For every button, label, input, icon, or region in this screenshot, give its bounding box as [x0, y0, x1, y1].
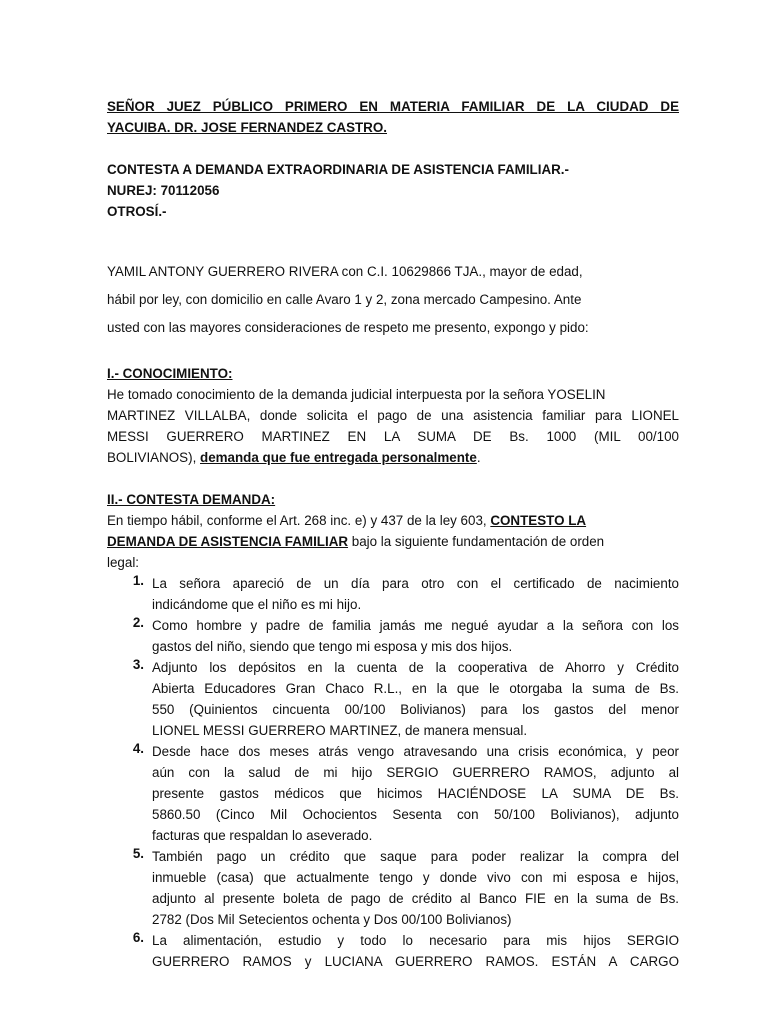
section-1-line-3: MESSI GUERRERO MARTINEZ EN LA SUMA DE Bs. 1000 (MIL 00/100	[107, 429, 679, 444]
list-item-line: GUERRERO RAMOS y LUCIANA GUERRERO RAMOS. ESTÁN A CARGO	[152, 954, 679, 969]
subject-title: CONTESTA A DEMANDA EXTRAORDINARIA DE ASISTENCIA FAMILIAR.-	[107, 162, 569, 177]
numbered-list	[107, 573, 679, 972]
list-item-line: LIONEL MESSI GUERRERO MARTINEZ, de manera mensual.	[152, 723, 528, 738]
section-1-line-4-start: BOLIVIANOS),	[107, 450, 201, 465]
section-1-heading: I.- CONOCIMIENTO:	[107, 366, 233, 381]
list-item-line: adjunto al presente boleta de pago de crédito al Banco FIE en la suma de Bs.	[152, 891, 679, 906]
addressee-line-1: SEÑOR JUEZ PÚBLICO PRIMERO EN MATERIA FAMILIAR DE LA CIUDAD DE	[107, 99, 679, 114]
list-number: 5.	[132, 846, 144, 861]
section-2-heading: II.- CONTESTA DEMANDA:	[107, 492, 276, 507]
list-item	[107, 741, 679, 846]
list-item-line: facturas que respaldan lo aseverado.	[152, 828, 373, 843]
otrosi-label: OTROSÍ.-	[107, 204, 167, 219]
list-item-line: aún con la salud de mi hijo SERGIO GUERRERO RAMOS, adjunto al	[152, 765, 679, 780]
document-page	[107, 96, 679, 972]
contesto-emphasis: CONTESTO LA	[490, 513, 587, 528]
nurej-number: NUREJ: 70112056	[107, 183, 220, 198]
addressee-line-2: YACUIBA. DR. JOSE FERNANDEZ CASTRO.	[107, 120, 387, 135]
intro-line-1: YAMIL ANTONY GUERRERO RIVERA con C.I. 10629866 TJA., mayor de edad,	[107, 264, 583, 279]
list-number: 3.	[132, 657, 144, 672]
list-number: 1.	[132, 573, 144, 588]
list-item-line: inmueble (casa) que actualmente tengo y donde vivo con mi esposa e hijos,	[152, 870, 679, 885]
list-item-line: La alimentación, estudio y todo lo necesario para mis hijos SERGIO	[152, 933, 679, 948]
list-number: 4.	[132, 741, 144, 756]
section-2-line-2-text: bajo la siguiente fundamentación de orden	[348, 534, 605, 549]
list-item-line: presente gastos médicos que hicimos HACIÉNDOSE LA SUMA DE Bs.	[152, 786, 679, 801]
list-item-line: 2782 (Dos Mil Setecientos ochenta y Dos 00/100 Bolivianos)	[152, 912, 512, 927]
list-number: 6.	[132, 930, 144, 945]
list-item-line: También pago un crédito que saque para poder realizar la compra del	[152, 849, 679, 864]
intro-line-2: hábil por ley, con domicilio en calle Avaro 1 y 2, zona mercado Campesino. Ante	[107, 292, 582, 307]
section-2-line-2	[107, 531, 679, 552]
delivery-note: demanda que fue entregada personalmente	[200, 450, 477, 465]
intro-line-3: usted con las mayores consideraciones de respeto me presento, expongo y pido:	[107, 320, 589, 335]
list-number: 2.	[132, 615, 144, 630]
list-item	[107, 846, 679, 930]
section-2-line-1-text: En tiempo hábil, conforme el Art. 268 inc. e) y 437 de la ley 603,	[107, 513, 491, 528]
demanda-emphasis: DEMANDA DE ASISTENCIA FAMILIAR	[107, 534, 349, 549]
list-item	[107, 930, 679, 972]
list-item-line: 550 (Quinientos cincuenta 00/100 Bolivianos) para los gastos del menor	[152, 702, 679, 717]
section-1-line-1: He tomado conocimiento de la demanda judicial interpuesta por la señora YOSELIN	[107, 387, 606, 402]
list-item-line: Como hombre y padre de familia jamás me negué ayudar a la señora con los	[152, 618, 679, 633]
list-item-line: gastos del niño, siendo que tengo mi esposa y mis dos hijos.	[152, 639, 513, 654]
section-1-line-4	[107, 447, 679, 468]
list-item-line: 5860.50 (Cinco Mil Ochocientos Sesenta con 50/100 Bolivianos), adjunto	[152, 807, 679, 822]
section-1-line-2: MARTINEZ VILLALBA, donde solicita el pago de una asistencia familiar para LIONEL	[107, 408, 679, 423]
list-item	[107, 573, 679, 615]
list-item-line: indicándome que el niño es mi hijo.	[152, 597, 362, 612]
section-2-line-1	[107, 510, 679, 531]
list-item-line: Adjunto los depósitos en la cuenta de la cooperativa de Ahorro y Crédito	[152, 660, 679, 675]
list-item	[107, 615, 679, 657]
list-item-line: Abierta Educadores Gran Chaco R.L., en la que le otorgaba la suma de Bs.	[152, 681, 679, 696]
list-item	[107, 657, 679, 741]
section-2-line-3: legal:	[107, 555, 140, 570]
section-1-line-4-end: .	[476, 450, 481, 465]
list-item-line: La señora apareció de un día para otro con el certificado de nacimiento	[152, 576, 679, 591]
list-item-line: Desde hace dos meses atrás vengo atravesando una crisis económica, y peor	[152, 744, 679, 759]
